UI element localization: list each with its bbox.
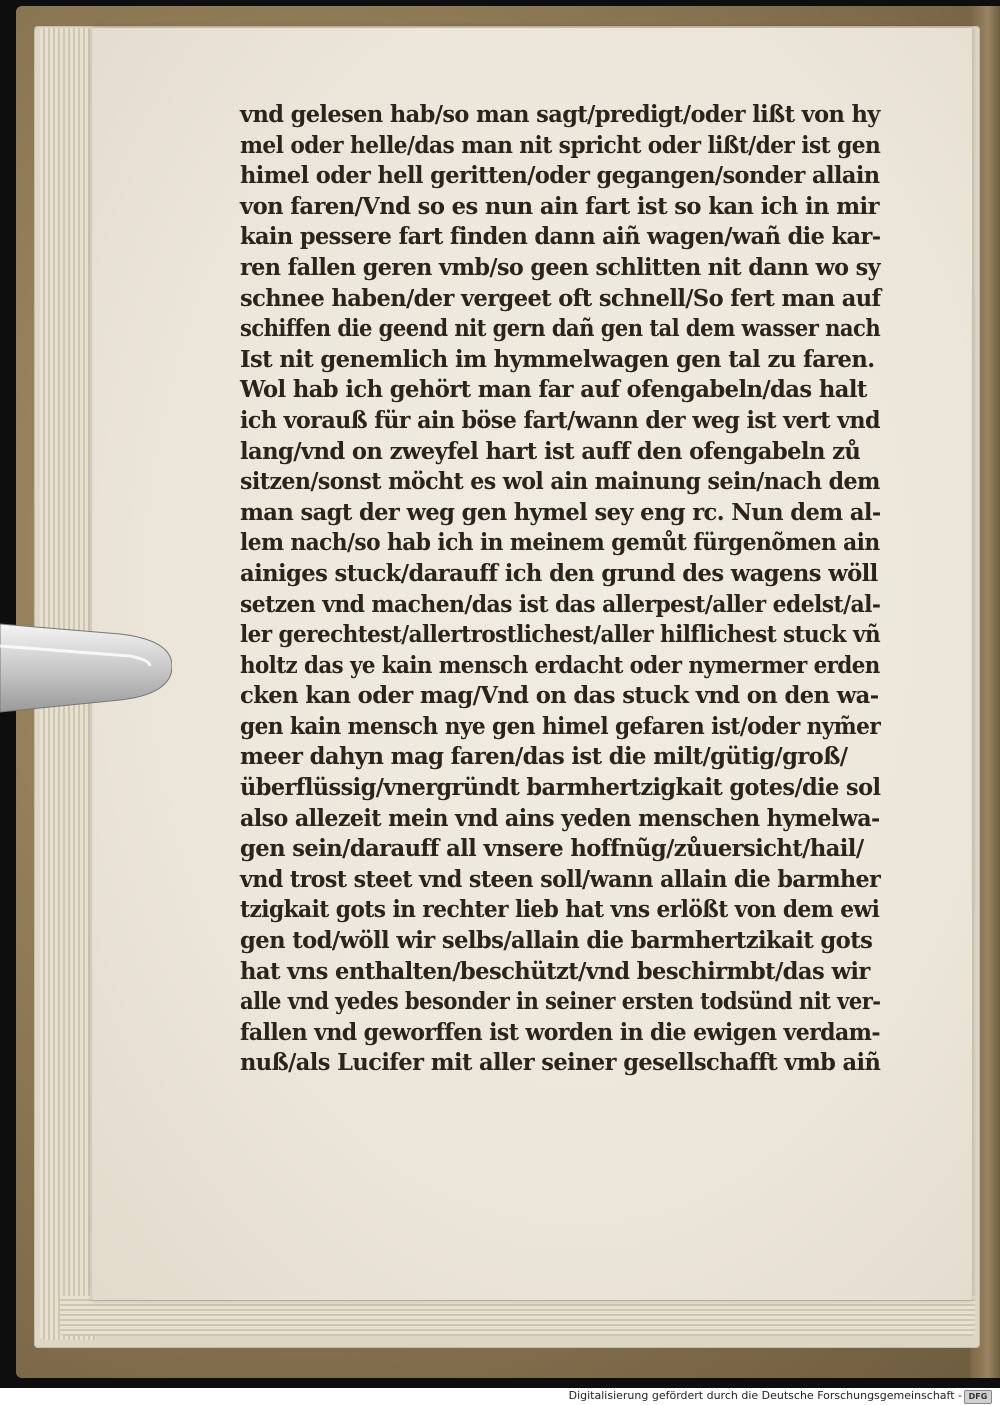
text-line: vnd gelesen hab/so man sagt/predigt/oder lißt von hy <box>240 101 880 128</box>
text-line: ainiges stuck/darauff ich den grund des wagens wöll <box>240 559 878 587</box>
page-text-block <box>240 100 890 1079</box>
text-line: himel oder hell geritten/oder gegangen/sonder allain <box>240 162 880 190</box>
text-line: schnee haben/der vergeet oft schnell/So fert man auf <box>240 284 881 312</box>
text-line: lem nach/so hab ich in meinem gemůt fürgenõmen ain <box>240 529 880 557</box>
text-line: ich vorauß für ain böse fart/wann der weg ist vert vnd <box>240 406 880 434</box>
text-line: kain pessere fart finden dann aiñ wagen/wañ die kar- <box>240 223 881 251</box>
text-line: ler gerechtest/allertrostlichest/aller hilflichest stuck vñ <box>240 621 881 649</box>
text-line: Ist nit genemlich im hymmelwagen gen tal zu faren. <box>240 345 875 373</box>
text-line: hat vns enthalten/beschützt/vnd beschirmbt/das wir <box>240 957 870 985</box>
text-line: Wol hab ich gehört man far auf ofengabeln/das halt <box>240 376 867 404</box>
page-edges-bottom <box>60 1296 975 1336</box>
text-line: mel oder helle/das man nit spricht oder lißt/der ist gen <box>240 131 881 159</box>
text-line: lang/vnd on zweyfel hart ist auff den ofengabeln zů <box>240 437 861 465</box>
text-line: sitzen/sonst möcht es wol ain mainung sein/nach dem <box>240 468 880 496</box>
text-line: fallen vnd geworffen ist worden in die ewigen verdam- <box>240 1018 880 1046</box>
text-line: gen kain mensch nye gen himel gefaren ist/oder nym̃er <box>240 712 881 740</box>
text-line: tzigkait gots in rechter lieb hat vns erlößt von dem ewi <box>240 896 880 924</box>
text-line: vnd trost steet vnd steen soll/wann allain die barmher <box>240 865 881 893</box>
text-line: ren fallen geren vmb/so geen schlitten nit dann wo sy <box>240 253 881 281</box>
footer-credit: Digitalisierung gefördert durch die Deutsche Forschungsgemeinschaft - <box>568 1389 962 1402</box>
text-line: nuß/als Lucifer mit aller seiner gesellschafft vmb aiñ <box>240 1049 881 1077</box>
footer-bar <box>0 1388 1000 1405</box>
text-line: gen sein/darauff all vnsere hoffnũg/zůuersicht/hail/ <box>240 835 864 863</box>
text-line: holtz das ye kain mensch erdacht oder nymermer erden <box>240 651 880 679</box>
text-line: alle vnd yedes besonder in seiner ersten todsünd nit ver- <box>240 988 881 1016</box>
text-line: gen tod/wöll wir selbs/allain die barmhertzikait gots <box>240 927 873 955</box>
text-line: cken kan oder mag/Vnd on das stuck vnd on den wa- <box>240 682 879 710</box>
text-line: also allezeit mein vnd ains yeden menschen hymelwa- <box>240 804 880 832</box>
dfg-logo-icon: DFG <box>964 1390 992 1404</box>
text-line: von faren/Vnd so es nun ain fart ist so kan ich in mir <box>240 192 879 220</box>
text-line: überflüssig/vnergründt barmhertzigkait gotes/die sol <box>240 774 881 802</box>
text-line: setzen vnd machen/das ist das allerpest/aller edelst/al- <box>240 590 881 618</box>
page-clip-icon <box>0 616 172 716</box>
text-line: man sagt der weg gen hymel sey eng rc. Nun dem al- <box>240 498 881 526</box>
text-line: meer dahyn mag faren/das ist die milt/gütig/groß/ <box>240 743 848 771</box>
text-line: schiffen die geend nit gern dañ gen tal dem wasser nach <box>240 315 881 343</box>
